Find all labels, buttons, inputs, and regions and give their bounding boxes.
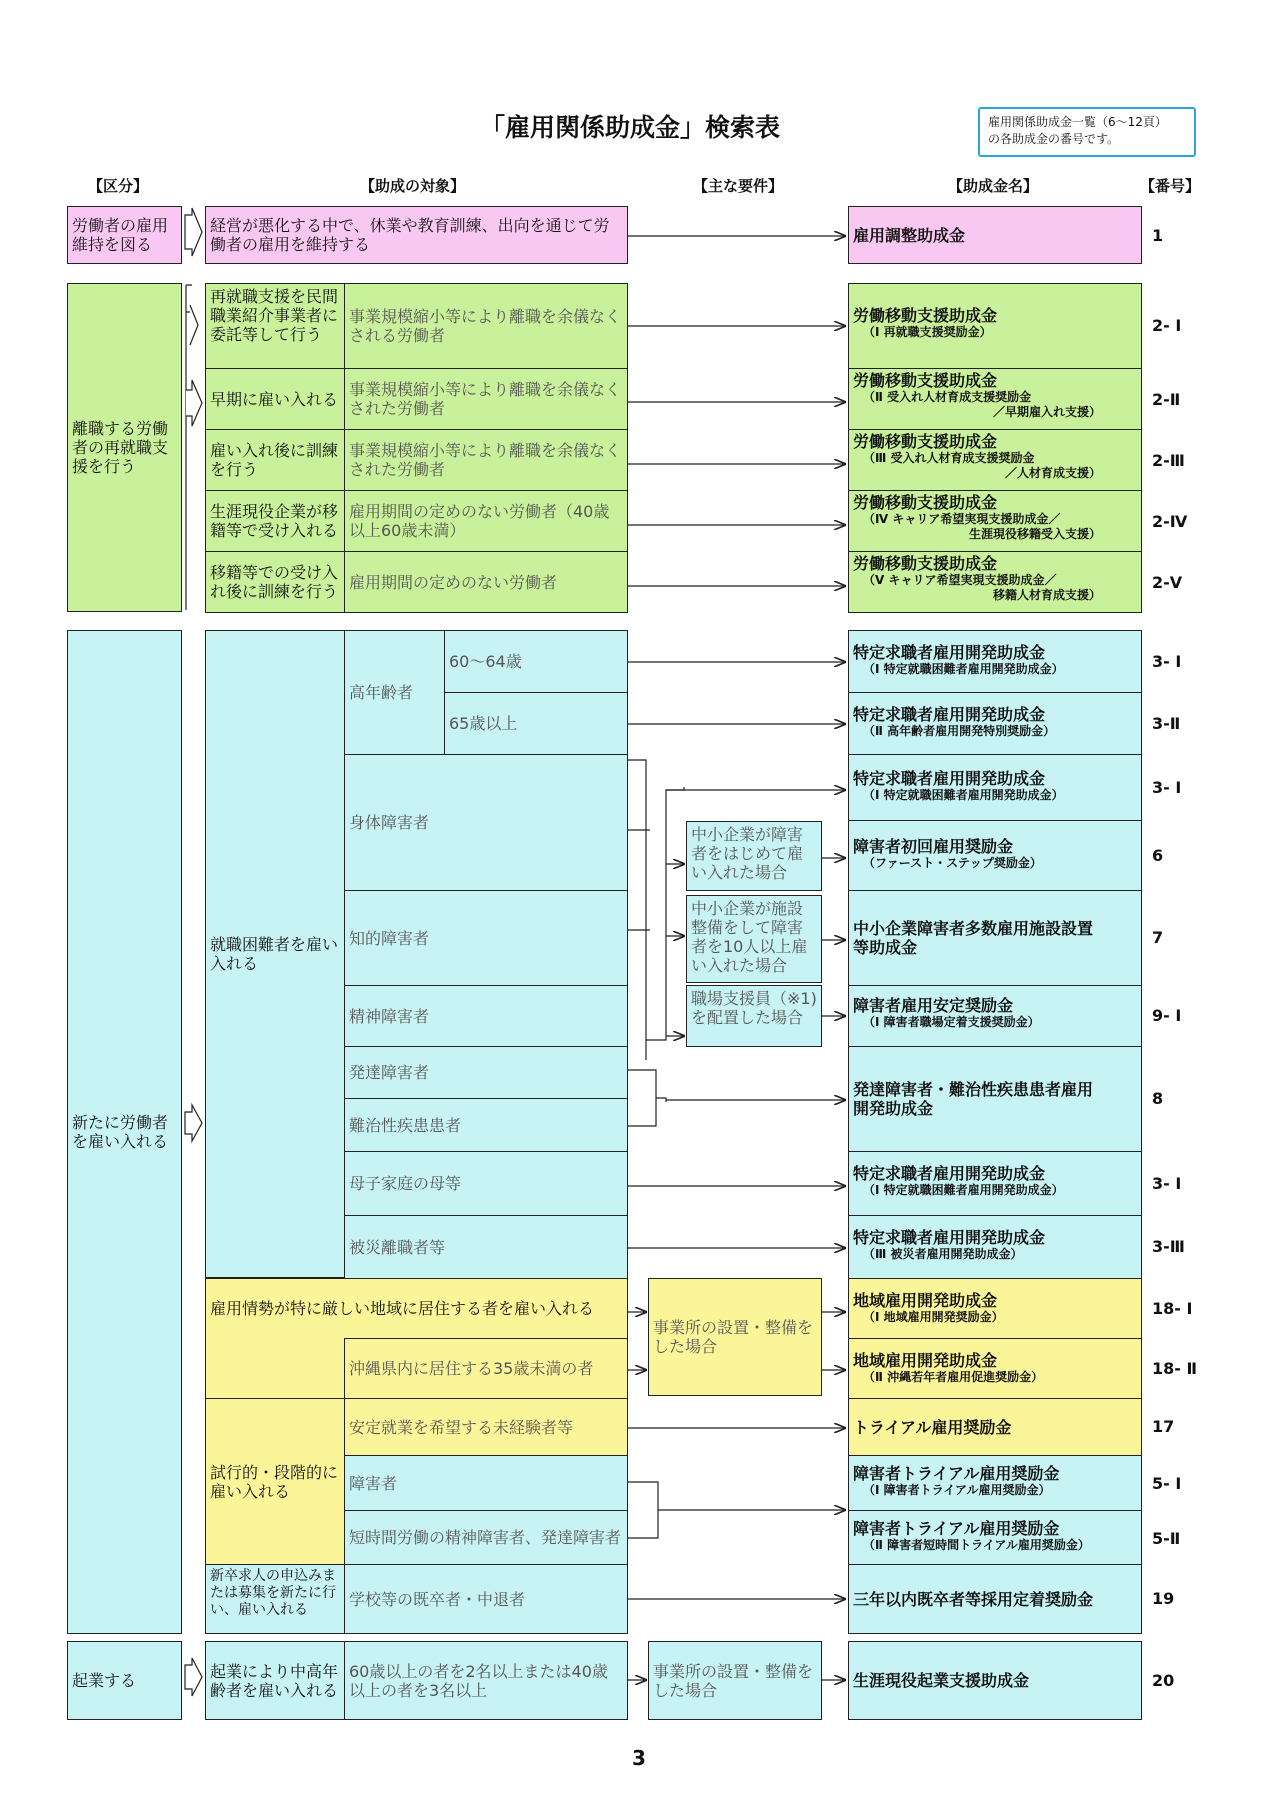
target-disabled-trial: 障害者	[344, 1455, 628, 1511]
target-transfer-training: 移籍等での受け入れ後に訓練を行う	[205, 551, 345, 613]
fund-name: 労働移動支援助成金	[853, 306, 998, 325]
target-severe-region: 雇用情勢が特に厳しい地域に居住する者を雇い入れる	[205, 1278, 628, 1399]
target-employment-maintenance: 経営が悪化する中で、休業や教育訓練、出向を通じて労働者の雇用を維持する	[205, 206, 628, 264]
fund-number: 19	[1152, 1589, 1175, 1608]
fund-number: 2- Ⅰ	[1152, 316, 1182, 335]
target-early-hire-detail: 事業規模縮小等により離職を余儀なくされた労働者	[344, 368, 628, 430]
header-requirement: 【主な要件】	[693, 177, 784, 195]
fund-name: 地域雇用開発助成金	[853, 1291, 998, 1310]
fund-number: 9- Ⅰ	[1152, 1006, 1182, 1025]
fund-name: 労働移動支援助成金	[853, 493, 998, 512]
category-employment-maintenance: 労働者の雇用維持を図る	[67, 206, 182, 264]
note-line-2: の各助成金の番号です。	[988, 132, 1120, 146]
target-hard-to-employ: 就職困難者を雇い入れる	[205, 630, 345, 1278]
target-trial-hire: 試行的・段階的に雇い入れる	[205, 1398, 345, 1565]
fund-subname: （Ⅰ 再就職支援奨励金）	[863, 325, 992, 339]
fund-subname: （ファースト・ステップ奨励金）	[863, 856, 1042, 870]
fund-number: 18- Ⅰ	[1152, 1299, 1193, 1318]
target-intractable-disease: 難治性疾患患者	[344, 1098, 628, 1152]
target-early-hire: 早期に雇い入れる	[205, 368, 345, 430]
fund-subname: （Ⅰ 地域雇用開発奨励金）	[863, 1310, 1004, 1324]
target-elderly: 高年齢者	[344, 630, 445, 755]
header-target: 【助成の対象】	[360, 177, 466, 195]
fund-number: 2-Ⅲ	[1152, 451, 1185, 470]
fund-subname-cont: ／早期雇入れ支援）	[992, 405, 1101, 419]
fund-subname-cont: 生涯現役移籍受入支援）	[968, 527, 1101, 541]
target-new-graduate-recruit: 新卒求人の申込みまたは募集を新たに行い、雇い入れる	[205, 1564, 345, 1634]
fund-number: 2-Ⅳ	[1152, 512, 1188, 531]
target-post-hire-training-detail: 事業規模縮小等により離職を余儀なくされた労働者	[344, 429, 628, 491]
target-physical-disability: 身体障害者	[344, 754, 628, 891]
fund-subname: （Ⅰ 特定就職困難者雇用開発助成金）	[863, 788, 1064, 802]
fund-number: 18- Ⅱ	[1152, 1359, 1198, 1378]
target-age-65-plus: 65歳以上	[444, 692, 628, 755]
target-startup-condition: 60歳以上の者を2名以上または40歳以上の者を3名以上	[344, 1641, 628, 1720]
category-startup: 起業する	[67, 1641, 182, 1720]
fund-name: 労働移動支援助成金	[853, 554, 998, 573]
target-intellectual-disability: 知的障害者	[344, 890, 628, 986]
fund-number: 17	[1152, 1417, 1175, 1436]
fund-number: 3- Ⅰ	[1152, 1174, 1182, 1193]
page-title: 「雇用関係助成金」検索表	[480, 113, 781, 142]
fund-name: 特定求職者雇用開発助成金	[853, 705, 1046, 724]
fund-name: 特定求職者雇用開発助成金	[853, 1228, 1046, 1247]
target-okinawa-youth: 沖縄県内に居住する35歳未満の者	[344, 1338, 628, 1399]
fund-name: 三年以内既卒者等採用定着奨励金	[853, 1589, 1094, 1609]
requirement-office-setup-startup: 事業所の設置・整備をした場合	[648, 1641, 822, 1720]
fund-subname: （Ⅰ 特定就職困難者雇用開発助成金）	[863, 662, 1064, 676]
target-reemployment-consign: 再就職支援を民間職業紹介事業者に委託等して行う	[205, 283, 345, 369]
fund-name: 障害者トライアル雇用奨励金	[853, 1464, 1060, 1483]
fund-subname: （Ⅰ 障害者トライアル雇用奨励金）	[863, 1483, 1051, 1497]
target-lifelong-transfer-detail: 雇用期間の定めのない労働者（40歳以上60歳未満）	[344, 490, 628, 552]
fund-subname: （Ⅱ 受入れ人材育成支援奨励金	[863, 390, 1032, 404]
fund-name: 生涯現役起業支援助成金	[853, 1671, 1030, 1690]
target-lifelong-transfer: 生涯現役企業が移籍等で受け入れる	[205, 490, 345, 552]
fund-number: 2-Ⅱ	[1152, 390, 1181, 409]
fund-subname-cont: 移籍人材育成支援）	[992, 588, 1101, 602]
requirement-office-setup: 事業所の設置・整備をした場合	[648, 1278, 822, 1396]
fund-name: 障害者初回雇用奨励金	[853, 837, 1014, 856]
category-reemployment-support: 離職する労働者の再就職支援を行う	[67, 283, 182, 612]
target-disaster-unemployed: 被災離職者等	[344, 1215, 628, 1279]
header-number: 【番号】	[1140, 177, 1201, 195]
target-startup-hire: 起業により中高年齢者を雇い入れる	[205, 1641, 345, 1720]
fund-subname: （Ⅱ 高年齢者雇用開発特別奨励金）	[863, 724, 1056, 738]
fund-name: トライアル雇用奨励金	[853, 1417, 1012, 1437]
fund-number: 3-Ⅲ	[1152, 1237, 1185, 1256]
fund-number: 5- Ⅰ	[1152, 1474, 1182, 1493]
fund-subname: （Ⅲ 受入れ人材育成支援奨励金	[863, 451, 1035, 465]
target-post-hire-training: 雇い入れ後に訓練を行う	[205, 429, 345, 491]
fund-name: 発達障害者・難治性疾患患者雇用開発助成金	[853, 1080, 1094, 1118]
target-developmental-disability: 発達障害者	[344, 1046, 628, 1099]
fund-name: 労働移動支援助成金	[853, 432, 998, 451]
requirement-workplace-supporter: 職場支援員（※1)を配置した場合	[686, 985, 822, 1047]
fund-number: 3-Ⅱ	[1152, 714, 1181, 733]
fund-subname: （Ⅱ 障害者短時間トライアル雇用奨励金）	[863, 1538, 1090, 1552]
fund-number: 6	[1152, 846, 1164, 865]
fund-name: 障害者雇用安定奨励金	[853, 996, 1014, 1015]
requirement-facility-10-plus: 中小企業が施設整備をして障害者を10人以上雇い入れた場合	[686, 895, 822, 983]
fund-number: 20	[1152, 1671, 1175, 1690]
target-past-graduates: 学校等の既卒者・中退者	[344, 1564, 628, 1634]
fund-subname-cont: ／人材育成支援）	[1004, 466, 1101, 480]
category-new-hiring: 新たに労働者を雇い入れる	[67, 630, 182, 1634]
target-short-time-disabled: 短時間労働の精神障害者、発達障害者	[344, 1510, 628, 1565]
fund-number: 3- Ⅰ	[1152, 652, 1182, 671]
fund-name: 特定求職者雇用開発助成金	[853, 643, 1046, 662]
target-transfer-training-detail: 雇用期間の定めのない労働者	[344, 551, 628, 613]
fund-name: 雇用調整助成金	[853, 225, 966, 245]
fund-subname: （Ⅰ 特定就職困難者雇用開発助成金）	[863, 1183, 1064, 1197]
fund-subname: （Ⅳ キャリア希望実現支援助成金／	[863, 512, 1061, 526]
fund-name: 障害者トライアル雇用奨励金	[853, 1519, 1060, 1538]
fund-name: 特定求職者雇用開発助成金	[853, 769, 1046, 788]
fund-name: 中小企業障害者多数雇用施設設置等助成金	[853, 919, 1094, 957]
fund-name: 地域雇用開発助成金	[853, 1351, 998, 1370]
header-category: 【区分】	[88, 177, 149, 195]
target-mental-disability: 精神障害者	[344, 985, 628, 1047]
fund-number: 1	[1152, 226, 1164, 245]
fund-number: 7	[1152, 928, 1164, 947]
page-number: 3	[632, 1746, 646, 1770]
fund-subname: （Ⅰ 障害者職場定着支援奨励金）	[863, 1015, 1040, 1029]
target-age-60-64: 60～64歳	[444, 630, 628, 693]
fund-name: 労働移動支援助成金	[853, 371, 998, 390]
note-line-1: 雇用関係助成金一覧（6～12頁）	[988, 115, 1167, 129]
target-reemployment-consign-detail: 事業規模縮小等により離職を余儀なくされる労働者	[344, 283, 628, 369]
fund-subname: （Ⅱ 沖縄若年者雇用促進奨励金）	[863, 1370, 1044, 1384]
fund-number: 3- Ⅰ	[1152, 778, 1182, 797]
fund-subname: （Ⅴ キャリア希望実現支援助成金／	[863, 573, 1057, 587]
fund-number: 2-Ⅴ	[1152, 573, 1183, 592]
fund-number: 5-Ⅱ	[1152, 1529, 1181, 1548]
fund-name: 特定求職者雇用開発助成金	[853, 1164, 1046, 1183]
header-fund-name: 【助成金名】	[948, 177, 1039, 195]
requirement-first-disabled-hire: 中小企業が障害者をはじめて雇い入れた場合	[686, 821, 822, 891]
fund-subname: （Ⅲ 被災者雇用開発助成金）	[863, 1247, 1023, 1261]
fund-number: 8	[1152, 1089, 1164, 1108]
target-single-mother: 母子家庭の母等	[344, 1151, 628, 1216]
target-inexperienced: 安定就業を希望する未経験者等	[344, 1398, 628, 1456]
